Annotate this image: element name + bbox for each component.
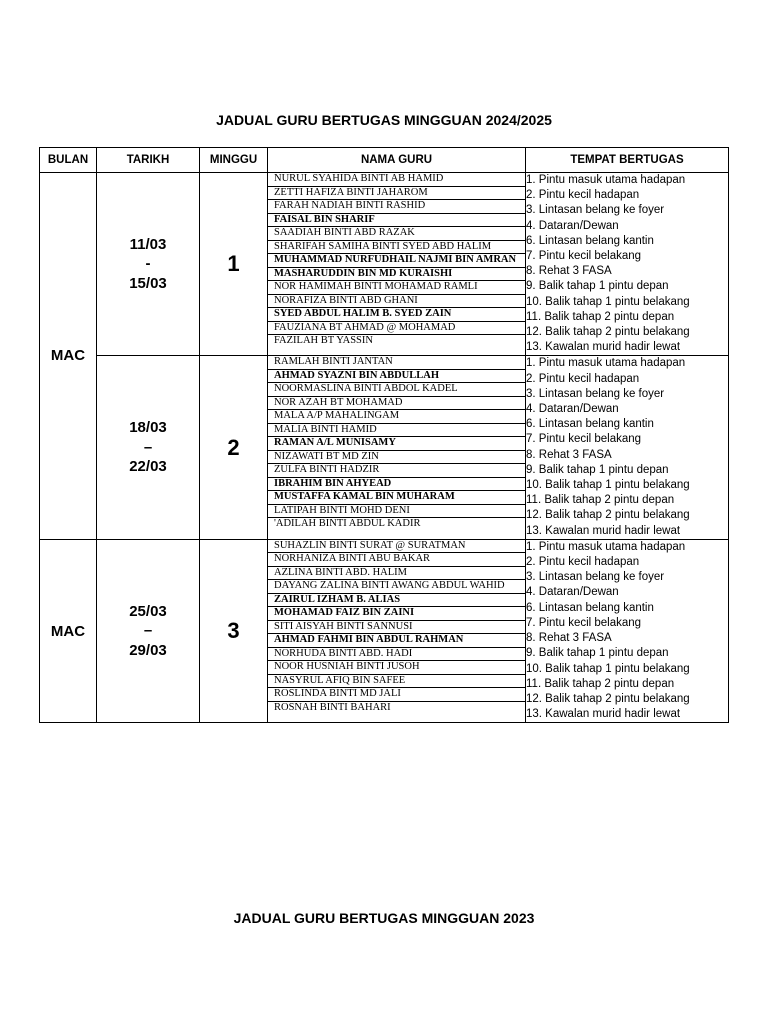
duty-location-item: 10. Balik tahap 1 pintu belakang (526, 479, 690, 492)
header-row (40, 148, 729, 173)
teacher-name: MUSTAFFA KAMAL BIN MUHARAM (268, 491, 525, 505)
duty-location-item: 4. Dataran/Dewan (526, 219, 619, 232)
teacher-name: IBRAHIM BIN AHYEAD (268, 478, 525, 492)
week-number: 2 (200, 356, 268, 539)
duty-location-item: 12. Balik tahap 2 pintu belakang (526, 509, 690, 522)
duty-location-item: 9. Balik tahap 1 pintu depan (526, 647, 669, 660)
duty-location-item: 8. Rehat 3 FASA (526, 265, 612, 278)
week-number: 3 (200, 539, 268, 722)
date-range-line: 22/03 (129, 458, 167, 476)
header-tempat-bertugas: TEMPAT BERTUGAS (526, 148, 729, 173)
duty-location-item: 9. Balik tahap 1 pintu depan (526, 463, 669, 476)
duty-location-item: 1. Pintu masuk utama hadapan (526, 540, 686, 553)
duty-location-item: 7. Pintu kecil belakang (526, 616, 642, 629)
teacher-name: NIZAWATI BT MD ZIN (268, 451, 525, 465)
duty-location-item: 11. Balik tahap 2 pintu depan (526, 677, 675, 690)
duty-location-cell (526, 356, 729, 539)
duty-location-item: 1. Pintu masuk utama hadapan (526, 357, 686, 370)
teacher-name: MALIA BINTI HAMID (268, 424, 525, 438)
teacher-name: NOR AZAH BT MOHAMAD (268, 397, 525, 411)
duty-location-cell (526, 173, 729, 356)
duty-location-item: 13. Kawalan murid hadir lewat (526, 524, 681, 537)
teacher-name: NORHUDA BINTI ABD. HADI (268, 648, 525, 662)
duty-location-item: 7. Pintu kecil belakang (526, 250, 642, 263)
duty-location-item: 4. Dataran/Dewan (526, 586, 619, 599)
date-range-line: 15/03 (129, 274, 167, 292)
teacher-name: ROSLINDA BINTI MD JALI (268, 688, 525, 702)
teacher-name: 'ADILAH BINTI ABDUL KADIR (274, 518, 421, 530)
teacher-name: RAMAN A/L MUNISAMY (268, 437, 525, 451)
duty-location-item: 13. Kawalan murid hadir lewat (526, 341, 681, 354)
duty-location-item: 9. Balik tahap 1 pintu depan (526, 280, 669, 293)
duty-location-item: 6. Lintasan belang kantin (526, 601, 654, 614)
duty-location-item: 12. Balik tahap 2 pintu belakang (526, 326, 690, 339)
header-tarikh: TARIKH (97, 148, 200, 173)
duty-location-item: 10. Balik tahap 1 pintu belakang (526, 662, 690, 675)
date-range-line: – (143, 622, 153, 640)
duty-location-item: 4. Dataran/Dewan (526, 403, 619, 416)
teacher-name: ZETTI HAFIZA BINTI JAHAROM (268, 187, 525, 201)
duty-location-item: 8. Rehat 3 FASA (526, 448, 612, 461)
teacher-name: NORAFIZA BINTI ABD GHANI (268, 295, 525, 309)
date-cell (97, 356, 200, 539)
date-range-line: 25/03 (129, 602, 167, 620)
teacher-name: ZAIRUL IZHAM B. ALIAS (268, 594, 525, 608)
teacher-name: FARAH NADIAH BINTI RASHID (268, 200, 525, 214)
teacher-name: DAYANG ZALINA BINTI AWANG ABDUL WAHID (268, 580, 525, 594)
teacher-name: NOORMASLINA BINTI ABDOL KADEL (268, 383, 525, 397)
teacher-name: FAZILAH BT YASSIN (274, 335, 373, 346)
week-row (40, 539, 729, 722)
week-number: 1 (200, 173, 268, 356)
duty-location-item: 2. Pintu kecil hadapan (526, 372, 640, 385)
duty-location-item: 1. Pintu masuk utama hadapan (526, 174, 686, 186)
duty-location-item: 8. Rehat 3 FASA (526, 632, 612, 645)
date-range-line: 29/03 (129, 641, 167, 659)
teacher-name: MUHAMMAD NURFUDHAIL NAJMI BIN AMRAN (268, 254, 525, 268)
roster-body (40, 173, 729, 723)
duty-roster-table (39, 147, 729, 723)
month-cell: MAC (40, 173, 97, 540)
teacher-name: SAADIAH BINTI ABD RAZAK (268, 227, 525, 241)
month-cell: MAC (40, 539, 97, 722)
date-range-line: – (143, 438, 153, 456)
date-range-line: 18/03 (129, 419, 167, 437)
teacher-name: FAUZIANA BT AHMAD @ MOHAMAD (268, 322, 525, 336)
teacher-name: NOR HAMIMAH BINTI MOHAMAD RAMLI (268, 281, 525, 295)
duty-location-item: 13. Kawalan murid hadir lewat (526, 708, 681, 721)
header-bulan: BULAN (40, 148, 97, 173)
week-row (40, 356, 729, 539)
teacher-name: RAMLAH BINTI JANTAN (268, 356, 525, 370)
teacher-name: MOHAMAD FAIZ BIN ZAINI (268, 607, 525, 621)
duty-location-item: 2. Pintu kecil hadapan (526, 189, 640, 202)
duty-location-item: 11. Balik tahap 2 pintu depan (526, 494, 675, 507)
teacher-name: MASHARUDDIN BIN MD KURAISHI (268, 268, 525, 282)
teacher-names-cell (268, 173, 526, 356)
page-title: JADUAL GURU BERTUGAS MINGGUAN 2024/2025 (216, 112, 552, 128)
teacher-name: FAISAL BIN SHARIF (268, 214, 525, 228)
header-nama-guru: NAMA GURU (268, 148, 526, 173)
date-cell (97, 539, 200, 722)
duty-location-cell (526, 539, 729, 722)
teacher-name: SUHAZLIN BINTI SURAT @ SURATMAN (268, 540, 525, 554)
teacher-name: LATIPAH BINTI MOHD DENI (268, 505, 525, 519)
duty-location-item: 3. Lintasan belang ke foyer (526, 571, 665, 584)
duty-location-item: 6. Lintasan belang kantin (526, 234, 654, 247)
teacher-name: SITI AISYAH BINTI SANNUSI (268, 621, 525, 635)
date-cell (97, 173, 200, 356)
teacher-name: AHMAD FAHMI BIN ABDUL RAHMAN (268, 634, 525, 648)
duty-location-item: 10. Balik tahap 1 pintu belakang (526, 295, 690, 308)
duty-location-item: 2. Pintu kecil hadapan (526, 556, 640, 569)
teacher-name: SYED ABDUL HALIM B. SYED ZAIN (268, 308, 525, 322)
teacher-name: AHMAD SYAZNI BIN ABDULLAH (268, 370, 525, 384)
teacher-name: SHARIFAH SAMIHA BINTI SYED ABD HALIM (268, 241, 525, 255)
week-row (40, 173, 729, 356)
teacher-names-cell (268, 356, 526, 539)
teacher-name: NOOR HUSNIAH BINTI JUSOH (268, 661, 525, 675)
duty-location-item: 3. Lintasan belang ke foyer (526, 204, 665, 217)
page-subtitle: JADUAL GURU BERTUGAS MINGGUAN 2023 (233, 910, 535, 926)
teacher-name: AZLINA BINTI ABD. HALIM (268, 567, 525, 581)
date-range-line: 11/03 (129, 235, 167, 253)
duty-location-item: 11. Balik tahap 2 pintu depan (526, 310, 675, 323)
duty-location-item: 12. Balik tahap 2 pintu belakang (526, 692, 690, 705)
teacher-name: NURUL SYAHIDA BINTI AB HAMID (268, 173, 525, 187)
teacher-names-cell (268, 539, 526, 722)
date-range-line: - (145, 255, 151, 273)
teacher-name: MALA A/P MAHALINGAM (268, 410, 525, 424)
header-minggu: MINGGU (200, 148, 268, 173)
duty-location-item: 7. Pintu kecil belakang (526, 433, 642, 446)
teacher-name: NASYRUL AFIQ BIN SAFEE (268, 675, 525, 689)
duty-location-item: 3. Lintasan belang ke foyer (526, 387, 665, 400)
duty-location-item: 6. Lintasan belang kantin (526, 418, 654, 431)
teacher-name: ZULFA BINTI HADZIR (268, 464, 525, 478)
teacher-name: ROSNAH BINTI BAHARI (274, 701, 391, 713)
teacher-name: NORHANIZA BINTI ABU BAKAR (268, 553, 525, 567)
